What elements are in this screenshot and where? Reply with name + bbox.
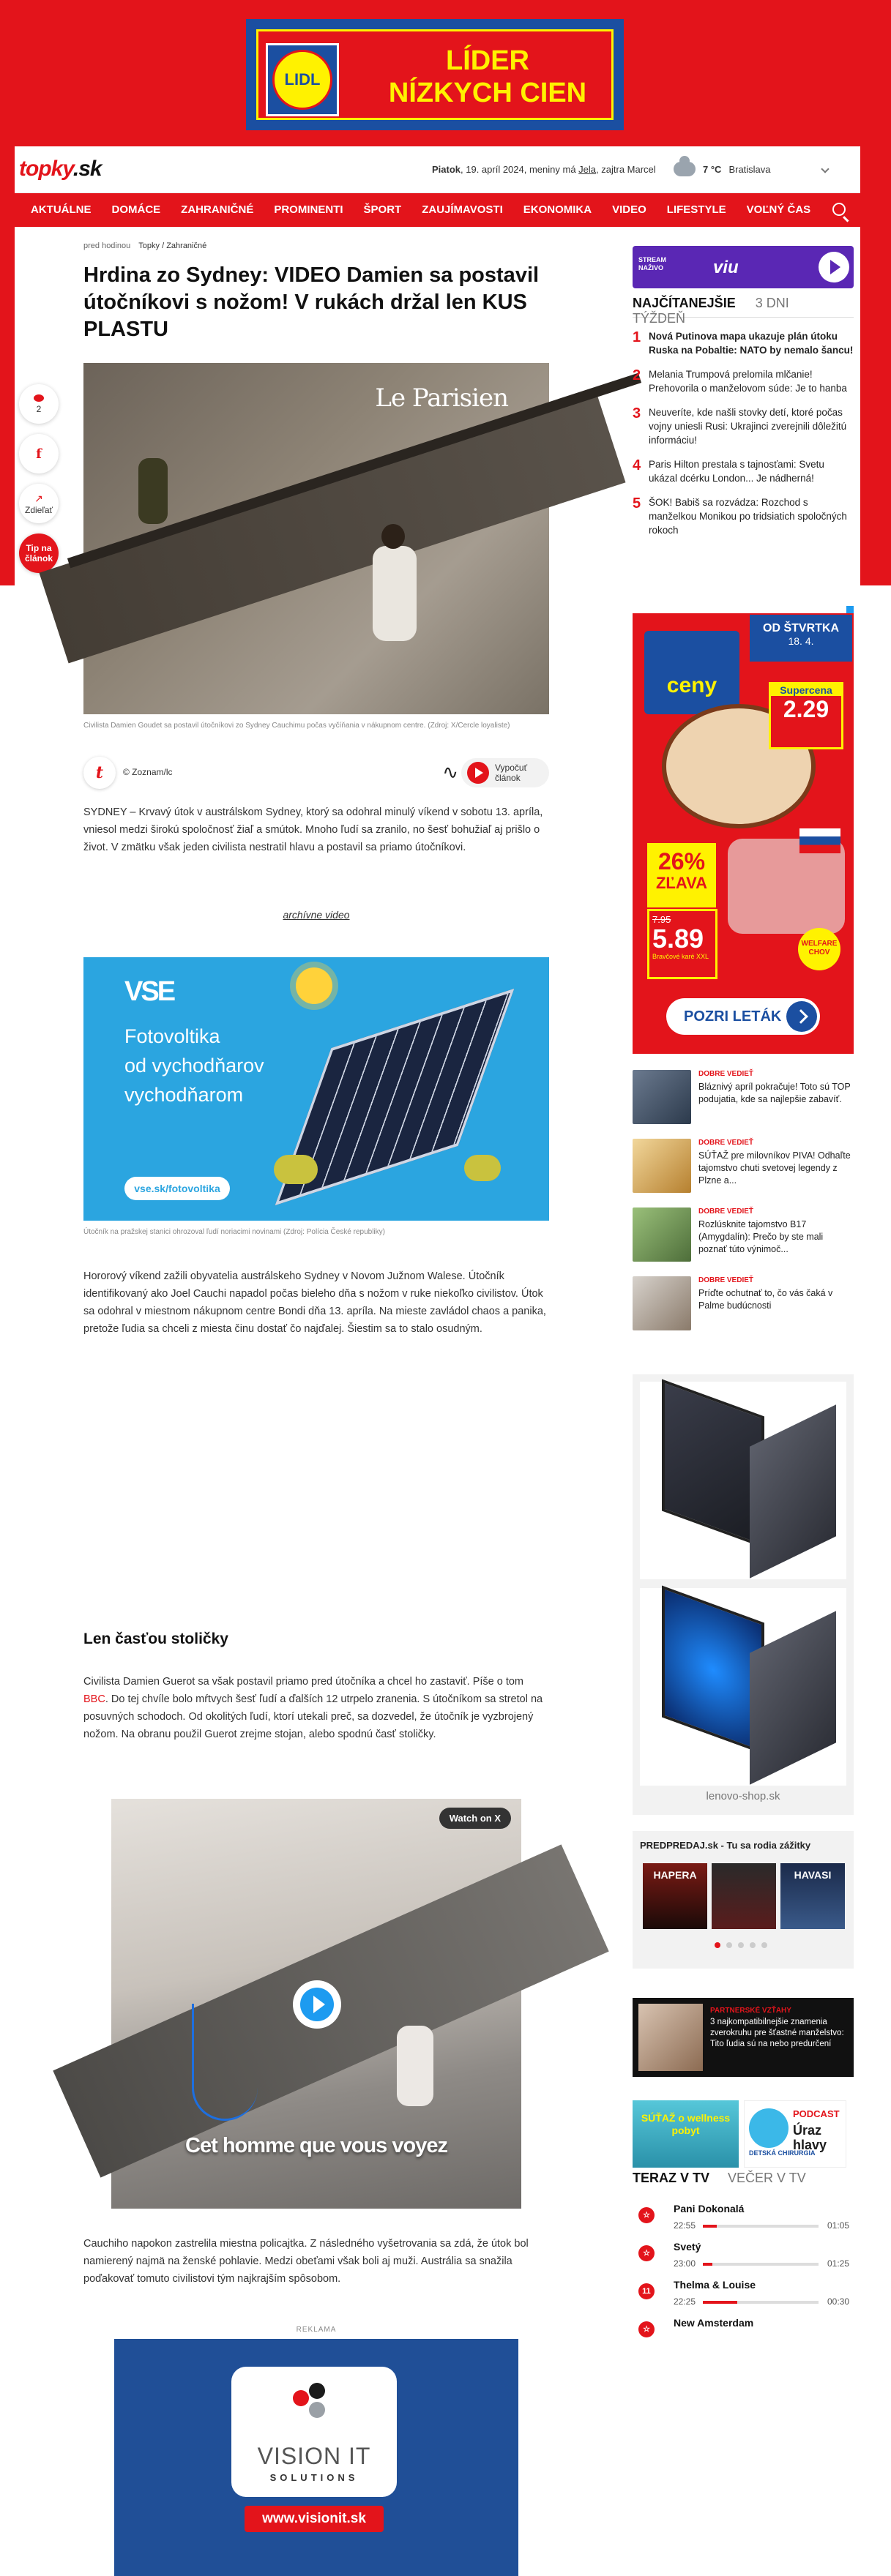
site-logo[interactable] [19,157,102,181]
tab-teraz-v-tv[interactable]: TERAZ V TV [633,2171,710,2185]
hero-caption: Civilista Damien Goudet sa postavil útočníkovi zo Sydney Cauchimu počas vyčíňania v nákupnom centre. (Zdroj: X/Cercle loyaliste) [83,722,510,730]
list-item-title: Paris Hilton prestala s tajnosťami: Svetu ukázal dcérku London... Je nádherná! [649,459,824,484]
vse-line1: Fotovoltika [124,1025,220,1047]
tip-label: Tip na článok [24,543,53,564]
promo-list [633,1070,854,1345]
breadcrumb[interactable]: Topky / Zahraničné [138,242,207,250]
date-rest: , 19. apríl 2024, meniny má [461,164,579,175]
stream-ad[interactable] [633,246,854,288]
article [83,242,549,2526]
lidl-flyer-ad[interactable] [633,613,854,1054]
name-tomorrow: Marcel [627,164,656,175]
laptop-image [640,1382,846,1579]
stream-label: STREAM NAŽIVO [638,256,666,272]
promo-title: Rozlúsknite tajomstvo B17 (Amygdalín): Prečo by ste mali poznať túto výnimoč... [698,1219,824,1254]
event-tile[interactable]: HAVASI [780,1863,845,1929]
product-desc: Bravčové karé XXL [652,953,709,960]
promo-title: Príďte ochutnať to, čo vás čaká v Palme budúcnosti [698,1288,833,1311]
article-title: Hrdina zo Sydney: VIDEO Damien sa postavil útočníkovi s nožom! V rukách držal len KUS PLASTU [83,263,540,341]
play-icon [467,762,489,784]
lidl-seal-text: ceny [666,673,717,697]
nav-item-volny-cas[interactable]: VOĽNÝ ČAS [746,203,811,216]
lidl-top-ad[interactable] [246,19,624,130]
most-read-tabs [633,296,854,326]
signature-icon: ∿ [442,761,458,783]
tv-progress-fill [703,2301,737,2304]
tv-start-time: 23:00 [674,2258,696,2269]
lidl-logo [266,43,339,116]
tab-najcitanejsie[interactable]: NAJČÍTANEJŠIE [633,296,736,310]
facebook-icon: f [36,446,42,462]
tv-progress-fill [703,2263,712,2266]
nav-item-domace[interactable]: DOMÁCE [111,203,161,216]
share-button[interactable] [19,484,59,523]
paragraph-4: Cauchiho napokon zastrelila miestna policajtka. Z následného vyšetrovania sa zdá, že útok bol namierený najmä na ženské pohlavie. Medzi obeťami však boli aj muži. Austrália sa snažila poďakovať tomuto civilistovi tým najkrajším spôsobom. [83,2238,529,2285]
duo-promo [633,2100,854,2168]
vse-logo: VSE [124,976,174,1007]
vse-line2: od vychodňarov [124,1055,264,1077]
sun-icon [296,967,332,1004]
tv-progress-bar [703,2263,819,2266]
channel-logo-icon: 11 [638,2283,655,2299]
chevron-right-icon [786,1001,817,1032]
weather-widget[interactable] [674,158,828,180]
list-item[interactable] [633,329,854,357]
price-1: 2.29 [783,696,830,722]
comments-button[interactable] [19,384,59,424]
vse-url-button[interactable]: vse.sk/fotovoltika [124,1177,230,1200]
site-header [15,146,860,193]
tv-row[interactable] [633,2317,854,2355]
predpredaj-widget [633,1831,854,1969]
embedded-video[interactable] [111,1799,521,2209]
promo-thumbnail [633,1276,691,1330]
hero-watermark: Le Parisien [375,383,508,413]
lidl-seal [644,631,739,714]
paragraph-3 [83,1673,549,1743]
discount-label: ZĽAVA [655,874,708,892]
promo-label: DOBRE VEDIEŤ [698,1139,754,1147]
stream-play-icon[interactable] [819,252,849,282]
ad-caption: Útočník na pražskej stanici ohrozoval ľudí noriacimi novinami (Zdroj: Polícia České republiky) [83,1228,385,1236]
side-ad-left[interactable] [0,146,15,585]
slovak-flag-icon [799,828,840,853]
ad-label: REKLAMA [296,2326,337,2334]
list-item-number: 1 [633,329,641,345]
nav-item-ekonomika[interactable]: EKONOMIKA [523,203,592,216]
laptop-image [640,1588,846,1786]
nav-item-prominenti[interactable]: PROMINENTI [274,203,343,216]
promo-title: Bláznivý apríl pokračuje! Toto sú TOP podujatia, kde sa najlepšie zabavíť. [698,1082,851,1104]
podcast-sub: DETSKÁ CHIRURGIA [749,2149,816,2157]
old-price: 7.95 [652,914,671,925]
date-day: Piatok [432,164,461,175]
welfare-badge: WELFARE CHOV [798,928,840,970]
promo-label: DOBRE VEDIEŤ [698,1208,754,1216]
predpredaj-title[interactable]: PREDPREDAJ.sk - Tu sa rodia zážitky [640,1840,811,1851]
article-time: pred hodinou [83,242,131,250]
video-subtitle: Cet homme que vous voyez [185,2134,447,2157]
visionit-logo-icon [293,2383,337,2427]
flyer-cta-button[interactable] [666,998,820,1035]
tab-tyzden[interactable]: TÝŽDEŇ [633,311,685,326]
carousel-dots[interactable] [715,1942,767,1948]
list-item-title: Melania Trumpová prelomila mlčanie! Prehovorila o manželovom súde: Je to hanba [649,369,847,394]
horoscope-title: 3 najkompatibilnejšie znamenia zverokruhu pre šťastné manželstvo: Tito ľudia sú na nebo predurčení [710,2018,844,2048]
logo-part-b: .sk [72,157,102,181]
lidl-day: OD ŠTVRTKA [763,622,839,634]
date-line [432,164,656,175]
section-heading: Len časťou stoličky [83,1630,228,1647]
list-item[interactable] [633,457,854,485]
promo-item[interactable] [633,1070,854,1131]
paragraph-2: Hororový víkend zažili obyvatelia austrálskeho Sydney v Novom Južnom Walese. Útočník identifikovaný ako Joel Cauchi napadol počas bieleho dňa s nožom v ruke niekoľko civilistov. Útok sa odohral v miestnom nákupnom centre Bondi dňa 13. apríla. Na mieste zavládol chaos a panika, pretože ľudia sa chceli z miesta činu dostať čo najďalej. Šiestim sa to stalo osudným. [83,1270,546,1335]
nav-item-zaujimavosti[interactable]: ZAUJÍMAVOSTI [422,203,503,216]
tv-start-time: 22:25 [674,2296,696,2307]
list-item-title: Neuveríte, kde našli stovky detí, ktoré počas vojny uniesli Rusi: Ukrajinci zverejnili dôležitú informáciu! [649,407,847,446]
tv-row[interactable] [633,2241,854,2279]
source-logo: t [83,757,116,789]
horoscope-promo[interactable] [633,1998,854,2077]
tv-end-time: 00:30 [827,2296,850,2307]
event-tile[interactable] [712,1863,776,1929]
supercena-label: Supercena [771,684,841,696]
list-item-number: 2 [633,367,641,383]
tv-progress-bar [703,2301,819,2304]
list-item[interactable] [633,367,854,395]
promo-thumbnail [633,1070,691,1124]
lenovo-ad[interactable] [633,1374,854,1815]
nav-item-sport[interactable]: ŠPORT [363,203,402,216]
listen-button[interactable] [461,758,549,787]
cloud-rain-icon [674,162,696,176]
tv-progress-bar [703,2225,819,2228]
price-tag-2 [647,909,717,979]
logo-part-a: topky [19,157,73,181]
visionit-ad[interactable] [114,2339,518,2576]
list-item[interactable] [633,495,854,537]
visionit-name: VISION IT [257,2443,371,2469]
lidl-logo-text: LIDL [284,70,321,89]
nav-item-lifestyle[interactable]: LIFESTYLE [666,203,726,216]
weather-city: Bratislava [728,163,771,175]
flyer-cta-label: POZRI LETÁK [684,1008,782,1025]
tv-show-title: Pani Dokonalá [674,2203,745,2214]
top-ad-banner[interactable] [0,0,891,146]
comments-count: 2 [36,403,42,414]
list-item-number: 5 [633,495,641,512]
paragraph-3-b: . Do tej chvíle bolo mŕtvych šesť ľudí a ďalších 12 utrpelo zranenia. S útočníkom sa stretol na posuvných schodoch. Od okolitých ľudí, ktorí utekali preč, sa dozvedel, že útočník je vyzbrojený nožom. Na obranu použil Guerot zrejme stojan, alebo spodnú časť stoličky. [83,1693,543,1740]
comment-bubble-icon [34,394,44,402]
discount-badge [647,843,716,907]
tip-button[interactable] [19,533,59,573]
tv-progress-fill [703,2225,717,2228]
bbc-link[interactable]: BBC [83,1693,105,1705]
promo-title: SÚŤAŽ pre milovníkov PIVA! Odhaľte tajomstvo chuti svetovej legendy z Plzne a... [698,1150,851,1186]
watch-on-x-button[interactable]: Watch on X [439,1808,511,1829]
promo-label: DOBRE VEDIEŤ [698,1276,754,1284]
source-name: © Zoznam/lc [123,767,173,777]
visionit-logo-card [231,2367,397,2497]
lidl-day-badge [750,615,852,662]
channel-logo-icon: ☆ [638,2321,655,2337]
promo-item[interactable] [633,1208,854,1269]
channel-logo-icon: ☆ [638,2207,655,2223]
visionit-sub: SOLUTIONS [269,2472,359,2483]
tv-row[interactable] [633,2203,854,2241]
share-arrow-icon: ↗ [34,492,43,504]
discount-value: 26% [657,848,706,875]
tab-3-dni[interactable]: 3 DNI [755,296,789,310]
promo-thumbnail [633,1139,691,1193]
horoscope-label: PARTNERSKÉ VZŤAHY [710,2007,791,2015]
tv-tabs [633,2171,854,2193]
list-item-title: ŠOK! Babiš sa rozvádza: Rozchod s manželkou Monikou po tridsiatich spoločných rokoch [649,497,847,536]
promo-thumbnail [633,1208,691,1262]
article-source-bar [83,754,549,786]
tv-row[interactable] [633,2279,854,2317]
name-today-link[interactable]: Jela [578,164,597,175]
new-price: 5.89 [652,924,704,954]
tv-start-time: 22:55 [674,2220,696,2231]
listen-label: Vypočuť článok [495,763,528,783]
promo-item[interactable] [633,1139,854,1200]
nav-item-zahranicne[interactable]: ZAHRANIČNÉ [181,203,254,216]
list-item-number: 4 [633,457,641,473]
tv-show-title: New Amsterdam [674,2317,754,2329]
stream-brand: viu [713,258,739,277]
vse-ad[interactable] [83,957,549,1221]
tv-show-title: Thelma & Louise [674,2279,756,2291]
list-item[interactable] [633,405,854,447]
visionit-url[interactable]: www.visionit.sk [245,2506,384,2532]
lidl-top-line2: NÍZKYCH CIEN [388,78,587,108]
facebook-share-button[interactable] [19,434,59,473]
channel-logo-icon: ☆ [638,2245,655,2261]
vse-line3: vychodňarom [124,1084,244,1106]
article-meta [83,242,549,256]
paragraph-1: SYDNEY – Krvavý útok v austrálskom Sydney, ktorý sa odohral minulý víkend v sobotu 13. apríla, vniesol medzi širokú spoločnosť žiaľ a smútok. Mnoho ľudí sa zranilo, no šesť bohužiaľ aj prišlo o život. V zmätku však jeden civilista nestratil hlavu a postavil sa priamo útočníkovi. [83,806,543,853]
archive-video-link[interactable]: archívne video [283,909,350,921]
side-ad-right[interactable] [860,146,891,585]
horoscope-thumbnail [638,2004,703,2071]
promo-item[interactable] [633,1276,854,1338]
weather-temp: 7 °C [703,163,722,175]
tv-list [633,2203,854,2355]
podcast-avatar [749,2108,789,2148]
wellness-promo[interactable]: SÚŤAŽ o wellness pobyt [633,2100,739,2168]
tab-vecer-v-tv[interactable]: VEČER V TV [728,2171,806,2185]
video-play-icon[interactable] [293,1980,341,2029]
chevron-down-icon[interactable] [821,165,829,173]
search-icon[interactable] [832,203,846,216]
share-sidebar [19,384,61,583]
ad-choices-icon[interactable] [846,606,854,613]
main-nav [15,193,860,227]
list-item-title: Nová Putinova mapa ukazuje plán útoku Ruska na Pobaltie: NATO by nemalo šancu! [649,331,854,356]
nav-item-video[interactable]: VIDEO [612,203,646,216]
podcast-label: PODCAST [793,2108,840,2119]
hero-image[interactable] [83,363,549,714]
podcast-promo[interactable] [744,2100,846,2168]
lenovo-shop-link[interactable]: lenovo-shop.sk [706,1790,780,1802]
tv-end-time: 01:05 [827,2220,850,2231]
podcast-title: Úraz hlavy [793,2123,827,2152]
tv-end-time: 01:25 [827,2258,850,2269]
share-label: Zdieľať [24,504,53,515]
list-item-number: 3 [633,405,641,422]
nav-item-aktualne[interactable]: AKTUÁLNE [31,203,92,216]
paragraph-3-a: Civilista Damien Guerot sa však postavil priamo pred útočníka a chcel ho zastaviť. Píše o tom [83,1676,524,1688]
price-tag-1 [769,682,843,749]
lidl-top-line1: LÍDER [446,45,529,76]
most-read-list [633,329,854,547]
event-tile[interactable]: HAPERA [643,1863,707,1929]
name-tomorrow-prefix: , zajtra [596,164,627,175]
tv-show-title: Svetý [674,2241,701,2253]
lidl-date: 18. 4. [788,635,814,647]
promo-label: DOBRE VEDIEŤ [698,1070,754,1078]
